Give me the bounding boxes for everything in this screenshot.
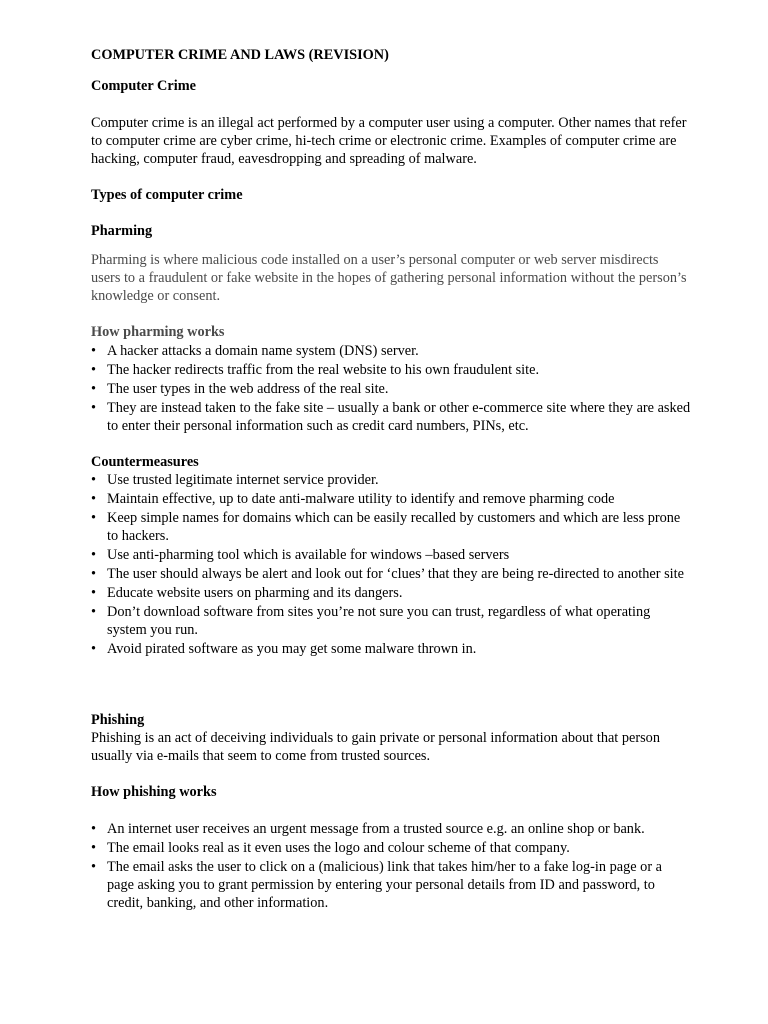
heading-how-pharming-works: How pharming works [91, 324, 225, 340]
list-how-phishing-works [91, 820, 691, 912]
paragraph-pharming: Pharming is where malicious code installed on a user’s personal computer or web server misdirects users to a fraudulent or fake website in the hopes of gathering personal information without the person’s knowledge or consent. [91, 252, 687, 304]
list-item: • A hacker attacks a domain name system (DNS) server. [91, 343, 419, 359]
bullet-icon: • [91, 566, 97, 582]
list-item: • Use trusted legitimate internet service provider. [91, 472, 379, 488]
list-item: • Educate website users on pharming and its dangers. [91, 585, 403, 601]
list-item: • The hacker redirects traffic from the real website to his own fraudulent site. [91, 362, 540, 378]
paragraph-phishing: Phishing is an act of deceiving individuals to gain private or personal information about that person usually via e-mails that seem to come from trusted sources. [91, 730, 660, 764]
bullet-icon: • [91, 547, 97, 563]
list-item: • Maintain effective, up to date anti-malware utility to identify and remove pharming code [91, 491, 615, 507]
heading-computer-crime: Computer Crime [91, 78, 196, 94]
list-countermeasures [91, 471, 691, 658]
list-item: • The user should always be alert and look out for ‘clues’ that they are being re-directed to another site [91, 566, 684, 582]
document-title: COMPUTER CRIME AND LAWS (REVISION) [91, 47, 389, 63]
list-item: • The email asks the user to click on a (malicious) link that takes him/her to a fake log-in page or a page asking you to grant permission by entering your personal details from ID and password, to credit, banking, and other information. [91, 859, 663, 911]
bullet-icon: • [91, 400, 97, 416]
bullet-icon: • [91, 840, 97, 856]
bullet-icon: • [91, 381, 97, 397]
paragraph-computer-crime: Computer crime is an illegal act performed by a computer user using a computer. Other names that refer to computer crime are cyber crime, hi-tech crime or electronic crime. Examples of computer crime are hacking, computer fraud, eavesdropping and spreading of malware. [91, 115, 687, 167]
list-item: • They are instead taken to the fake site – usually a bank or other e-commerce site where they are asked to enter their personal information such as credit card numbers, PINs, etc. [91, 400, 691, 434]
list-how-pharming-works [91, 342, 691, 435]
bullet-icon: • [91, 362, 97, 378]
bullet-icon: • [91, 510, 97, 526]
heading-pharming: Pharming [91, 223, 153, 239]
list-item: • Avoid pirated software as you may get some malware thrown in. [91, 641, 477, 657]
bullet-icon: • [91, 604, 97, 620]
bullet-icon: • [91, 472, 97, 488]
list-item: • The email looks real as it even uses the logo and colour scheme of that company. [91, 840, 570, 856]
list-item: • Use anti-pharming tool which is available for windows –based servers [91, 547, 510, 563]
list-item: • Keep simple names for domains which can be easily recalled by customers and which are less prone to hackers. [91, 510, 681, 544]
heading-how-phishing-works: How phishing works [91, 784, 217, 800]
list-item: • The user types in the web address of the real site. [91, 381, 389, 397]
heading-countermeasures: Countermeasures [91, 454, 199, 470]
bullet-icon: • [91, 585, 97, 601]
heading-types-of-computer-crime: Types of computer crime [91, 187, 243, 203]
list-item: • Don’t download software from sites you’re not sure you can trust, regardless of what operating system you run. [91, 604, 651, 638]
bullet-icon: • [91, 491, 97, 507]
bullet-icon: • [91, 859, 97, 875]
bullet-icon: • [91, 821, 97, 837]
bullet-icon: • [91, 641, 97, 657]
heading-phishing: Phishing [91, 712, 145, 728]
bullet-icon: • [91, 343, 97, 359]
list-item: • An internet user receives an urgent message from a trusted source e.g. an online shop or bank. [91, 821, 645, 837]
